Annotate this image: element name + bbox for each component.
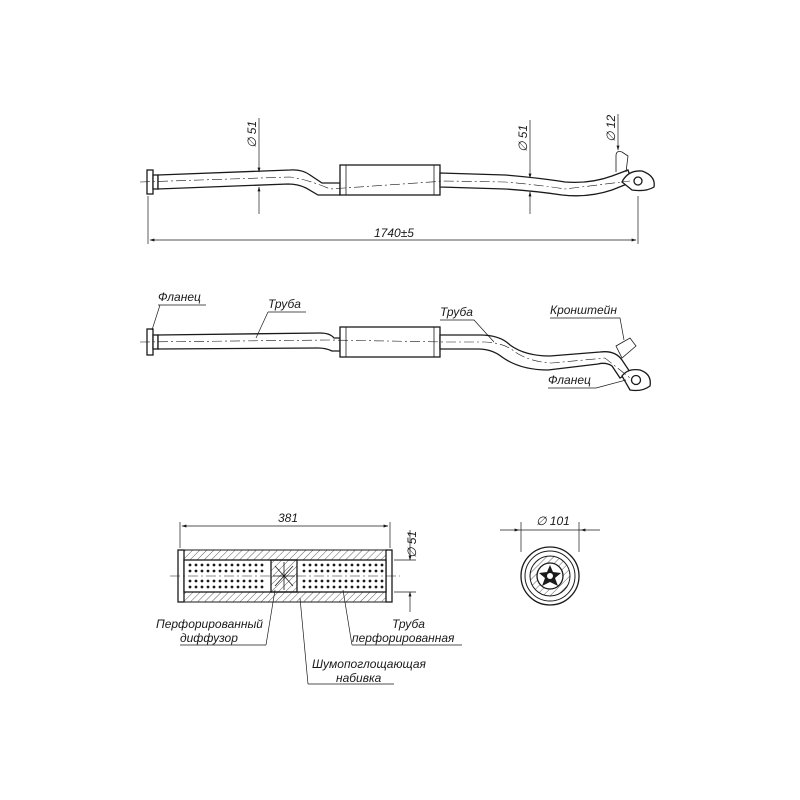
perforation-hole — [309, 564, 312, 567]
perforation-hole — [219, 580, 222, 583]
perforation-hole — [225, 586, 228, 589]
perforation-hole — [207, 564, 210, 567]
outer-shell-bottom — [184, 592, 386, 602]
perforation-hole — [309, 580, 312, 583]
perforation-hole — [249, 570, 252, 573]
perforation-hole — [315, 586, 318, 589]
perforation-hole — [201, 580, 204, 583]
perforation-hole — [363, 564, 366, 567]
perforation-hole — [345, 564, 348, 567]
perforation-hole — [237, 570, 240, 573]
perforation-hole — [357, 586, 360, 589]
perforation-hole — [369, 586, 372, 589]
perforation-hole — [207, 586, 210, 589]
perforation-hole — [333, 570, 336, 573]
perforation-hole — [213, 564, 216, 567]
perforation-hole — [345, 580, 348, 583]
perforation-hole — [213, 586, 216, 589]
perforation-hole — [195, 570, 198, 573]
right-pipe-2 — [440, 335, 630, 378]
perforation-hole — [243, 586, 246, 589]
label-packing-2: набивка — [336, 671, 382, 685]
perforation-hole — [315, 564, 318, 567]
perforation-hole — [225, 580, 228, 583]
perforation-hole — [357, 564, 360, 567]
perforation-hole — [321, 580, 324, 583]
perforation-hole — [339, 586, 342, 589]
perforation-hole — [237, 564, 240, 567]
dia-bracket-label: ∅ 12 — [604, 114, 618, 142]
perforation-hole — [363, 580, 366, 583]
perforation-hole — [381, 570, 384, 573]
perforation-hole — [327, 564, 330, 567]
perforation-hole — [195, 564, 198, 567]
perforation-hole — [339, 564, 342, 567]
perforation-hole — [201, 586, 204, 589]
perforation-hole — [345, 570, 348, 573]
perforation-hole — [231, 570, 234, 573]
perforation-hole — [315, 580, 318, 583]
perforation-hole — [303, 586, 306, 589]
perforation-hole — [255, 580, 258, 583]
perforation-hole — [243, 580, 246, 583]
assembly-view-labelled — [140, 290, 650, 391]
perforation-hole — [219, 586, 222, 589]
perforation-hole — [213, 570, 216, 573]
left-pipe-2 — [158, 333, 340, 351]
assembly-view-dimensioned — [140, 114, 654, 244]
perforation-hole — [255, 586, 258, 589]
perforation-hole — [219, 570, 222, 573]
perforation-hole — [195, 586, 198, 589]
perforation-hole — [357, 570, 360, 573]
perforation-hole — [225, 570, 228, 573]
outer-shell-top — [184, 550, 386, 560]
perforation-hole — [189, 586, 192, 589]
perforation-hole — [255, 570, 258, 573]
perforation-hole — [303, 580, 306, 583]
perforation-hole — [369, 580, 372, 583]
perforation-hole — [339, 570, 342, 573]
perforation-hole — [333, 564, 336, 567]
perforation-hole — [339, 580, 342, 583]
perforation-hole — [333, 580, 336, 583]
perforation-hole — [255, 564, 258, 567]
label-pipe-left: Труба — [268, 297, 301, 311]
bracket — [616, 152, 628, 173]
perforation-hole — [195, 580, 198, 583]
perforation-hole — [381, 580, 384, 583]
perforation-hole — [309, 570, 312, 573]
perforation-hole — [207, 570, 210, 573]
perforation-hole — [357, 580, 360, 583]
perforation-hole — [375, 586, 378, 589]
right-pipe — [440, 170, 632, 196]
muffler-body — [340, 165, 440, 195]
label-flange-left: Фланец — [158, 290, 201, 304]
perforation-hole — [321, 564, 324, 567]
perforation-hole — [237, 586, 240, 589]
perforation-hole — [207, 580, 210, 583]
perforation-hole — [321, 570, 324, 573]
perforation-hole — [261, 564, 264, 567]
perforation-hole — [351, 586, 354, 589]
perforation-hole — [261, 580, 264, 583]
dia-right-label: ∅ 51 — [516, 124, 530, 152]
label-perf-pipe-1: Труба — [392, 617, 425, 631]
perforation-hole — [369, 570, 372, 573]
bracket-2 — [616, 338, 636, 358]
perforation-hole — [189, 564, 192, 567]
perforation-hole — [303, 570, 306, 573]
perforation-hole — [261, 570, 264, 573]
end-dia-label: ∅ 101 — [536, 514, 570, 528]
perforation-hole — [327, 570, 330, 573]
perforation-hole — [201, 564, 204, 567]
perforation-hole — [351, 564, 354, 567]
perforation-hole — [381, 564, 384, 567]
section-dia-label: ∅ 51 — [405, 530, 419, 558]
perforation-hole — [243, 564, 246, 567]
left-pipe — [158, 170, 340, 195]
label-diffuser-1: Перфорированный — [156, 617, 263, 631]
perforation-hole — [375, 570, 378, 573]
label-pipe-right: Труба — [440, 305, 473, 319]
perforation-hole — [345, 586, 348, 589]
perforation-hole — [363, 586, 366, 589]
perforation-hole — [327, 586, 330, 589]
perforation-hole — [309, 586, 312, 589]
perforation-hole — [213, 580, 216, 583]
section-length-label: 381 — [278, 511, 299, 525]
perforation-hole — [231, 564, 234, 567]
perforation-hole — [231, 580, 234, 583]
perforation-hole — [237, 580, 240, 583]
label-bracket: Кронштейн — [550, 303, 617, 317]
label-packing-1: Шумопоглощающая — [312, 657, 426, 671]
perforation-hole — [363, 570, 366, 573]
perforation-hole — [375, 564, 378, 567]
perforation-hole — [261, 586, 264, 589]
perforation-hole — [189, 570, 192, 573]
muffler-end-view — [500, 514, 600, 605]
perforation-hole — [231, 586, 234, 589]
muffler-body-2 — [340, 327, 440, 357]
perforation-hole — [315, 570, 318, 573]
perforation-hole — [381, 586, 384, 589]
perforation-hole — [189, 580, 192, 583]
perforation-hole — [303, 564, 306, 567]
perforation-hole — [201, 570, 204, 573]
dia-left-label: ∅ 51 — [245, 120, 259, 148]
perforation-hole — [225, 564, 228, 567]
perforation-hole — [327, 580, 330, 583]
perforation-hole — [369, 564, 372, 567]
perforation-hole — [249, 564, 252, 567]
perforation-hole — [351, 580, 354, 583]
label-flange-right: Фланец — [548, 373, 591, 387]
perforation-hole — [321, 586, 324, 589]
label-perf-pipe-2: перфорированная — [352, 631, 455, 645]
label-diffuser-2: диффузор — [180, 631, 238, 645]
perforation-hole — [351, 570, 354, 573]
perforation-hole — [333, 586, 336, 589]
perforation-hole — [243, 570, 246, 573]
perforation-hole — [249, 580, 252, 583]
perforation-hole — [219, 564, 222, 567]
overall-length-label: 1740±5 — [374, 226, 414, 240]
perforation-hole — [375, 580, 378, 583]
perforation-hole — [249, 586, 252, 589]
muffler-section-view — [156, 511, 462, 685]
